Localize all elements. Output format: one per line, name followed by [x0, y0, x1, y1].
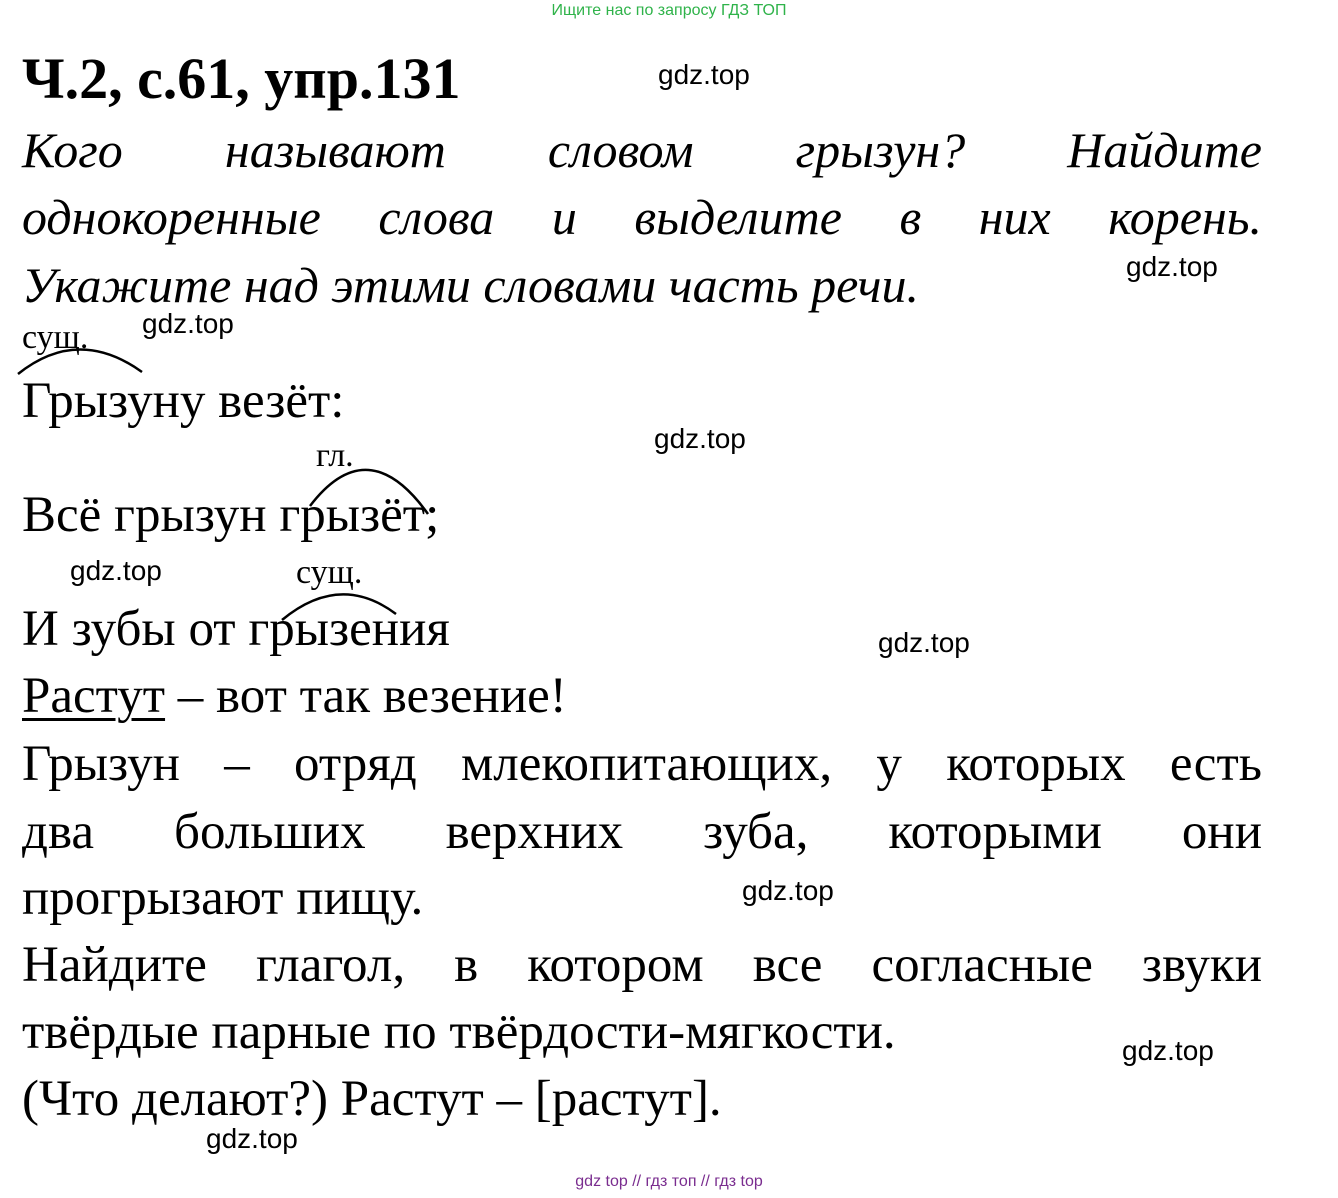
part-of-speech-noun-2: сущ. [296, 554, 363, 591]
poem-line-3: И зубы от грызения [22, 601, 450, 657]
answer-line-3: прогрызают пищу. [22, 870, 424, 926]
task-line-2: однокоренные слова и выделите в них корень. [22, 189, 1262, 245]
answer-line-4: Найдите глагол, в котором все согласные звуки [22, 937, 1262, 993]
watermark: gdz.top [654, 423, 746, 454]
poem-line-2: Всё грызун грызёт; [22, 487, 440, 543]
poem-line-4-rest: – вот так везение! [165, 668, 567, 724]
task-line-3: Укажите над этими словами часть речи. [22, 257, 920, 313]
watermark: gdz.top [142, 308, 234, 339]
watermark: gdz.top [658, 59, 750, 90]
watermark: gdz.top [742, 875, 834, 906]
underlined-verb: Растут [22, 668, 166, 724]
answer-line-5: твёрдые парные по твёрдости-мягкости. [22, 1004, 896, 1060]
watermark: gdz.top [1126, 251, 1218, 282]
part-of-speech-verb: гл. [316, 437, 354, 474]
poem-line-4 [22, 668, 567, 724]
watermark: gdz.top [878, 627, 970, 658]
exercise-title: Ч.2, с.61, упр.131 [22, 46, 461, 111]
part-of-speech-noun-1: сущ. [22, 319, 89, 356]
watermark: gdz.top [70, 555, 162, 586]
task-line-1: Кого называют словом грызун? Найдите [22, 122, 1262, 178]
watermark: gdz.top [206, 1123, 298, 1154]
top-banner[interactable]: Ищите нас по запросу ГДЗ ТОП [551, 2, 787, 19]
poem-line-1: Грызуну везёт: [22, 373, 345, 429]
answer-line-1: Грызун – отряд млекопитающих, у которых есть [22, 736, 1262, 792]
watermark: gdz.top [1122, 1035, 1214, 1066]
answer-line-6: (Что делают?) Растут – [растут]. [22, 1071, 722, 1127]
footer-links[interactable]: gdz top // гдз топ // гдз top [575, 1173, 763, 1190]
answer-line-2: два больших верхних зуба, которыми они [22, 804, 1262, 860]
